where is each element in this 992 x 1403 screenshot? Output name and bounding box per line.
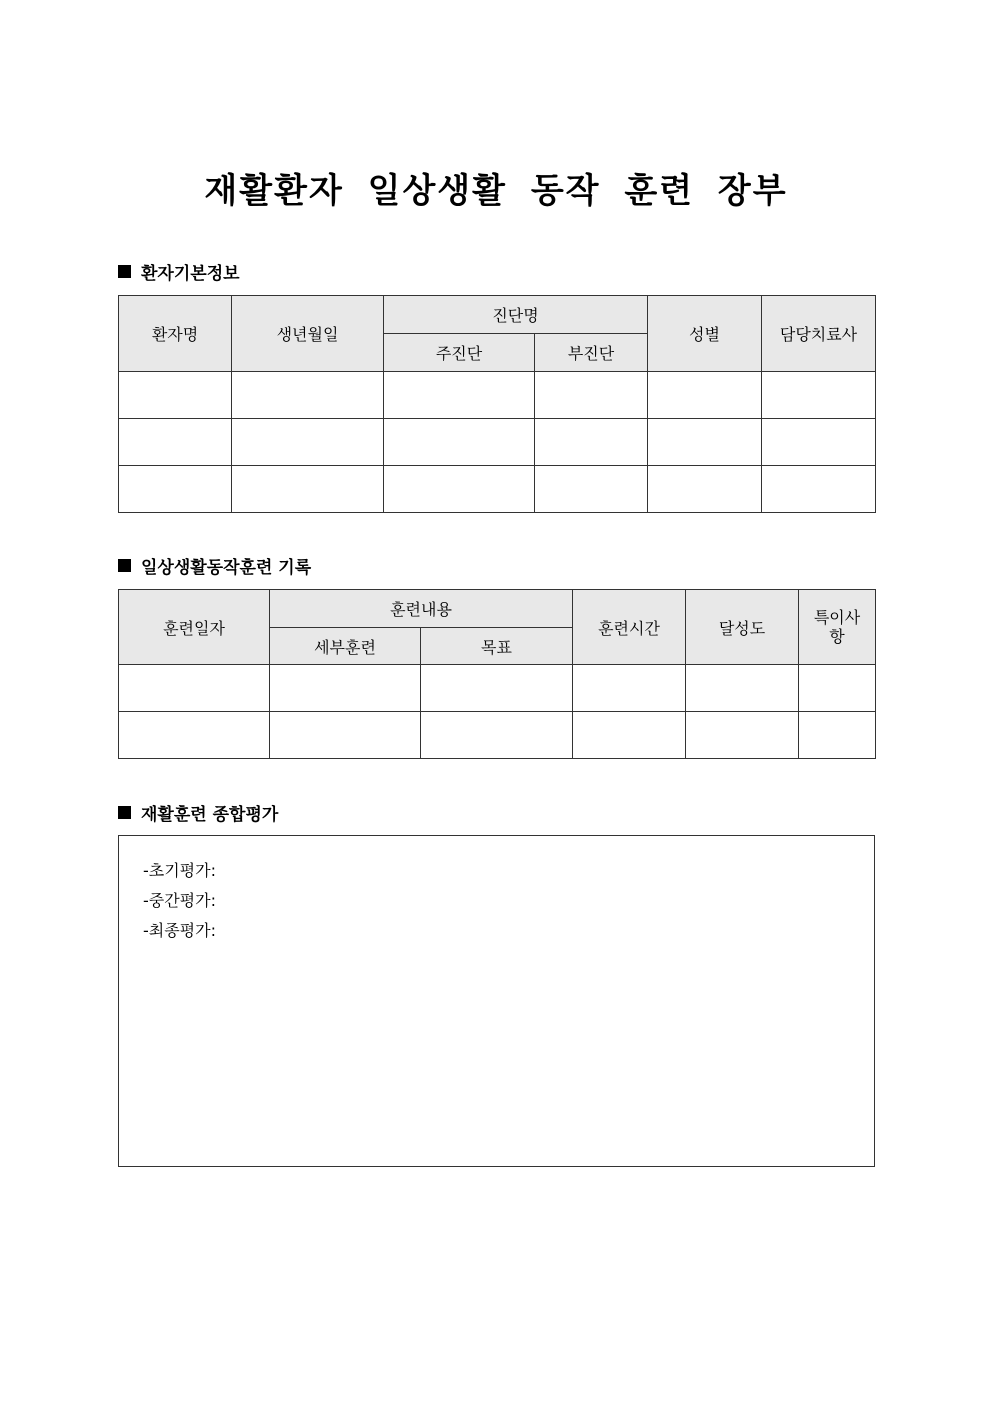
input-cell[interactable] bbox=[119, 419, 232, 466]
input-cell[interactable] bbox=[384, 372, 535, 419]
header-birth-date: 생년월일 bbox=[232, 296, 384, 372]
input-cell[interactable] bbox=[270, 665, 421, 712]
input-cell[interactable] bbox=[535, 372, 648, 419]
input-cell[interactable] bbox=[119, 372, 232, 419]
table-row bbox=[119, 372, 876, 419]
table-row bbox=[119, 419, 876, 466]
header-notes-line2: 항 bbox=[829, 627, 845, 646]
input-cell[interactable] bbox=[384, 419, 535, 466]
evaluation-midterm: -중간평가: bbox=[143, 891, 216, 910]
input-cell[interactable] bbox=[119, 712, 270, 759]
header-notes-line1: 특이사 bbox=[813, 608, 861, 627]
input-cell[interactable] bbox=[270, 712, 421, 759]
bullet-square-icon bbox=[118, 265, 131, 278]
input-cell[interactable] bbox=[762, 419, 876, 466]
header-diagnosis: 진단명 bbox=[384, 296, 648, 334]
bullet-square-icon bbox=[118, 806, 131, 819]
input-cell[interactable] bbox=[573, 712, 686, 759]
evaluation-final: -최종평가: bbox=[143, 921, 216, 940]
input-cell[interactable] bbox=[762, 372, 876, 419]
section-heading-training-record bbox=[118, 553, 311, 578]
input-cell[interactable] bbox=[232, 466, 384, 513]
header-sub-diagnosis: 부진단 bbox=[535, 334, 648, 372]
input-cell[interactable] bbox=[421, 665, 573, 712]
table-row bbox=[119, 665, 876, 712]
header-achievement: 달성도 bbox=[686, 590, 799, 665]
training-record-table bbox=[118, 589, 876, 759]
input-cell[interactable] bbox=[535, 466, 648, 513]
header-training-content: 훈련내용 bbox=[270, 590, 573, 628]
header-training-time: 훈련시간 bbox=[573, 590, 686, 665]
header-therapist: 담당치료사 bbox=[762, 296, 876, 372]
header-gender: 성별 bbox=[648, 296, 762, 372]
input-cell[interactable] bbox=[686, 712, 799, 759]
evaluation-box[interactable] bbox=[118, 835, 875, 1167]
input-cell[interactable] bbox=[421, 712, 573, 759]
evaluation-initial: -초기평가: bbox=[143, 861, 216, 880]
header-main-diagnosis: 주진단 bbox=[384, 334, 535, 372]
section-heading-label: 재활훈련 종합평가 bbox=[141, 805, 279, 825]
document-title: 재활환자 일상생활 동작 훈련 장부 bbox=[204, 171, 788, 211]
section-heading-patient-info bbox=[118, 259, 240, 284]
table-row bbox=[119, 466, 876, 513]
input-cell[interactable] bbox=[799, 712, 876, 759]
input-cell[interactable] bbox=[232, 372, 384, 419]
header-patient-name: 환자명 bbox=[119, 296, 232, 372]
section-heading-label: 환자기본정보 bbox=[141, 264, 240, 284]
input-cell[interactable] bbox=[232, 419, 384, 466]
section-heading-label: 일상생활동작훈련 기록 bbox=[141, 558, 312, 578]
input-cell[interactable] bbox=[119, 665, 270, 712]
patient-info-table bbox=[118, 295, 876, 513]
input-cell[interactable] bbox=[648, 372, 762, 419]
bullet-square-icon bbox=[118, 559, 131, 572]
header-goal: 목표 bbox=[421, 628, 573, 665]
input-cell[interactable] bbox=[799, 665, 876, 712]
header-notes bbox=[799, 590, 876, 665]
input-cell[interactable] bbox=[762, 466, 876, 513]
input-cell[interactable] bbox=[119, 466, 232, 513]
input-cell[interactable] bbox=[535, 419, 648, 466]
input-cell[interactable] bbox=[573, 665, 686, 712]
input-cell[interactable] bbox=[384, 466, 535, 513]
header-detail-training: 세부훈련 bbox=[270, 628, 421, 665]
input-cell[interactable] bbox=[648, 466, 762, 513]
header-training-date: 훈련일자 bbox=[119, 590, 270, 665]
input-cell[interactable] bbox=[686, 665, 799, 712]
input-cell[interactable] bbox=[648, 419, 762, 466]
section-heading-evaluation bbox=[118, 800, 278, 825]
table-row bbox=[119, 712, 876, 759]
